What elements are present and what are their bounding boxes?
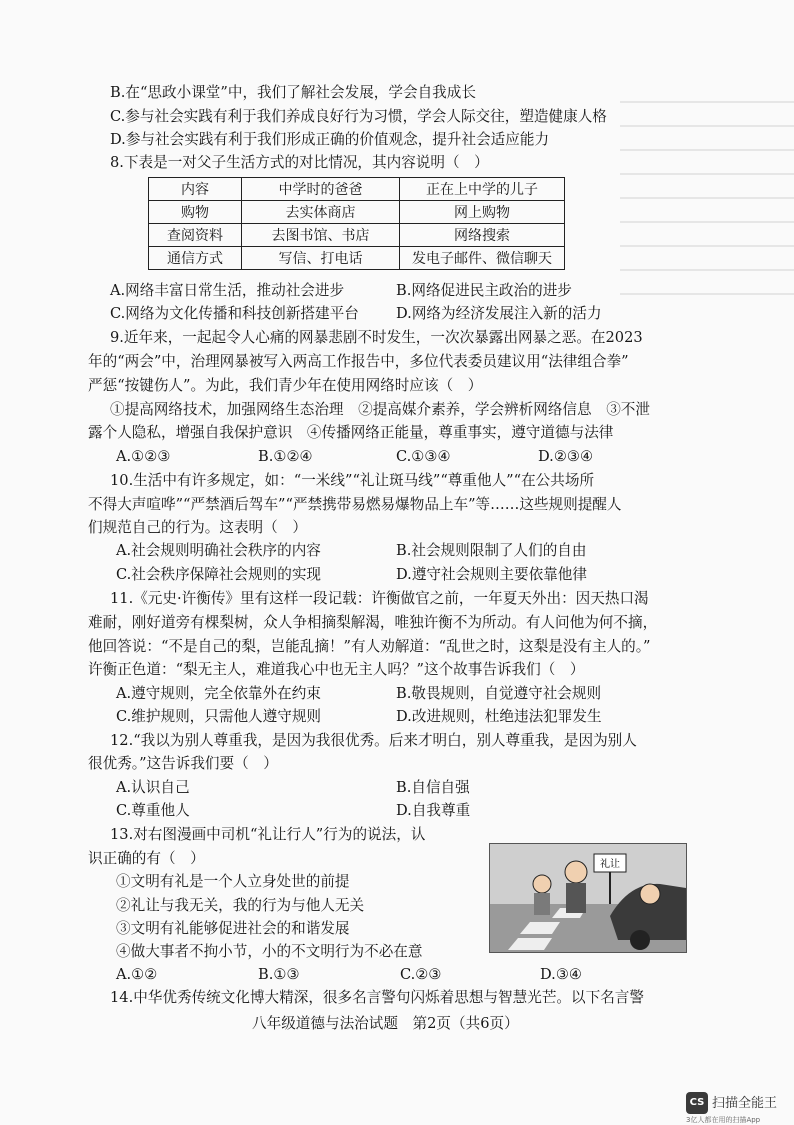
question-10-line: 10.生活中有许多规定，如：“一米线”“礼让斑马线”“尊重他人”“在公共场所 [110, 472, 595, 489]
q11-option-d: D.改进规则，杜绝违法犯罪发生 [396, 708, 602, 725]
table-header-row [149, 178, 565, 201]
table-row [149, 224, 565, 247]
question-9-line: ①提高网络技术，加强网络生态治理 ②提高媒介素养，学会辨析网络信息 ③不泄 [110, 401, 650, 418]
q11-option-a: A.遵守规则，完全依靠外在约束 [116, 685, 321, 702]
scanner-tagline: 3亿人都在用的扫描App [686, 1116, 761, 1124]
table-cell: 去图书馆、书店 [242, 224, 400, 247]
q12-option-c: C.尊重他人 [116, 802, 190, 819]
question-8-stem: 8.下表是一对父子生活方式的对比情况，其内容说明（ ） [110, 154, 489, 171]
page-footer: 八年级道德与法治试题 第2页（共6页） [252, 1015, 519, 1032]
question-11-line: 难耐，刚好道旁有棵梨树，众人争相摘梨解渴，唯独许衡不为所动。有人问他为何不摘， [88, 614, 658, 631]
q8-option-a: A.网络丰富日常生活，推动社会进步 [110, 282, 345, 299]
q13-option-c: C.②③ [400, 966, 442, 983]
scanner-logo-icon: CS [686, 1092, 708, 1114]
table-header-cell: 正在上中学的儿子 [400, 178, 565, 201]
cartoon-image [489, 843, 687, 953]
table-cell: 发电子邮件、微信聊天 [400, 247, 565, 270]
q8-option-d: D.网络为经济发展注入新的活力 [396, 305, 602, 322]
table-cell: 去实体商店 [242, 201, 400, 224]
q13-statement: ①文明有礼是一个人立身处世的前提 [116, 873, 350, 890]
question-12-line: 12.“我以为别人尊重我，是因为我很优秀。后来才明白，别人尊重我，是因为别人 [110, 732, 637, 749]
q10-option-c: C.社会秩序保障社会规则的实现 [116, 566, 322, 583]
question-9-line: 露个人隐私，增强自我保护意识 ④传播网络正能量，尊重事实，遵守道德与法律 [88, 424, 614, 441]
option-d-line: D.参与社会实践有利于我们形成正确的价值观念，提升社会适应能力 [110, 131, 550, 148]
table-cell: 网上购物 [400, 201, 565, 224]
question-9-line: 9.近年来，一起起令人心痛的网暴悲剧不时发生，一次次暴露出网暴之恶。在2023 [110, 329, 643, 346]
table-cell: 通信方式 [149, 247, 242, 270]
bleed-through-shadow [620, 95, 794, 295]
option-b-line: B.在“思政小课堂”中，我们了解社会发展，学会自我成长 [110, 84, 476, 101]
table-cell: 购物 [149, 201, 242, 224]
q13-statement: ③文明有礼能够促进社会的和谐发展 [116, 920, 350, 937]
q13-statement: ④做大事者不拘小节，小的不文明行为不必在意 [116, 943, 423, 960]
q12-option-d: D.自我尊重 [396, 802, 471, 819]
table-header-cell: 内容 [149, 178, 242, 201]
q13-option-a: A.①② [116, 966, 158, 983]
q8-option-b: B.网络促进民主政治的进步 [396, 282, 572, 299]
q10-option-d: D.遵守社会规则主要依靠他律 [396, 566, 587, 583]
table-row [149, 201, 565, 224]
q9-option-a: A.①②③ [116, 448, 171, 465]
q10-option-b: B.社会规则限制了人们的自由 [396, 542, 587, 559]
table-cell: 写信、打电话 [242, 247, 400, 270]
question-13-line: 13.对右图漫画中司机“礼让行人”行为的说法，认 [110, 826, 426, 843]
question-11-line: 许衡正色道：“梨无主人，难道我心中也无主人吗？”这个故事告诉我们（ ） [88, 661, 585, 678]
question-10-line: 不得大声喧哗”“严禁酒后驾车”“严禁携带易燃易爆物品上车”等……这些规则提醒人 [88, 496, 622, 513]
q10-option-a: A.社会规则明确社会秩序的内容 [116, 542, 321, 559]
q9-option-c: C.①③④ [396, 448, 451, 465]
question-11-line: 11.《元史·许衡传》里有这样一段记载：许衡做官之前，一年夏天外出：因天热口渴 [110, 590, 649, 607]
table-row [149, 247, 565, 270]
question-9-line: 年的“两会”中，治理网暴被写入两高工作报告中，多位代表委员建议用“法律组合拳” [88, 353, 629, 370]
table-cell: 查阅资料 [149, 224, 242, 247]
q11-option-b: B.敬畏规则，自觉遵守社会规则 [396, 685, 602, 702]
cartoon-sign-text: 礼让 [600, 859, 620, 870]
question-9-line: 严惩“按键伤人”。为此，我们青少年在使用网络时应该（ ） [88, 377, 483, 394]
comparison-table [148, 177, 565, 270]
question-11-line: 他回答说：“不是自己的梨，岂能乱摘！”有人劝解道：“乱世之时，这梨是没有主人的。” [88, 638, 651, 655]
q8-option-c: C.网络为文化传播和科技创新搭建平台 [110, 305, 359, 322]
question-13-line: 识正确的有（ ） [88, 850, 205, 867]
question-12-line: 很优秀。”这告诉我们要（ ） [88, 755, 278, 772]
scanner-watermark [686, 1090, 794, 1124]
table-cell: 网络搜索 [400, 224, 565, 247]
q12-option-b: B.自信自强 [396, 779, 470, 796]
scanner-app-name: 扫描全能王 [712, 1096, 778, 1111]
question-10-line: 们规范自己的行为。这表明（ ） [88, 519, 307, 536]
table-header-cell: 中学时的爸爸 [242, 178, 400, 201]
q13-statement: ②礼让与我无关，我的行为与他人无关 [116, 897, 365, 914]
q9-option-b: B.①②④ [258, 448, 313, 465]
q13-option-b: B.①③ [258, 966, 300, 983]
q9-option-d: D.②③④ [538, 448, 594, 465]
question-14-line: 14.中华优秀传统文化博大精深，很多名言警句闪烁着思想与智慧光芒。以下名言警 [110, 989, 644, 1006]
q11-option-c: C.维护规则，只需他人遵守规则 [116, 708, 322, 725]
q12-option-a: A.认识自己 [116, 779, 190, 796]
q13-option-d: D.③④ [540, 966, 582, 983]
cartoon-drawing [490, 844, 686, 952]
option-c-line: C.参与社会实践有利于我们养成良好行为习惯，学会人际交往，塑造健康人格 [110, 108, 607, 125]
